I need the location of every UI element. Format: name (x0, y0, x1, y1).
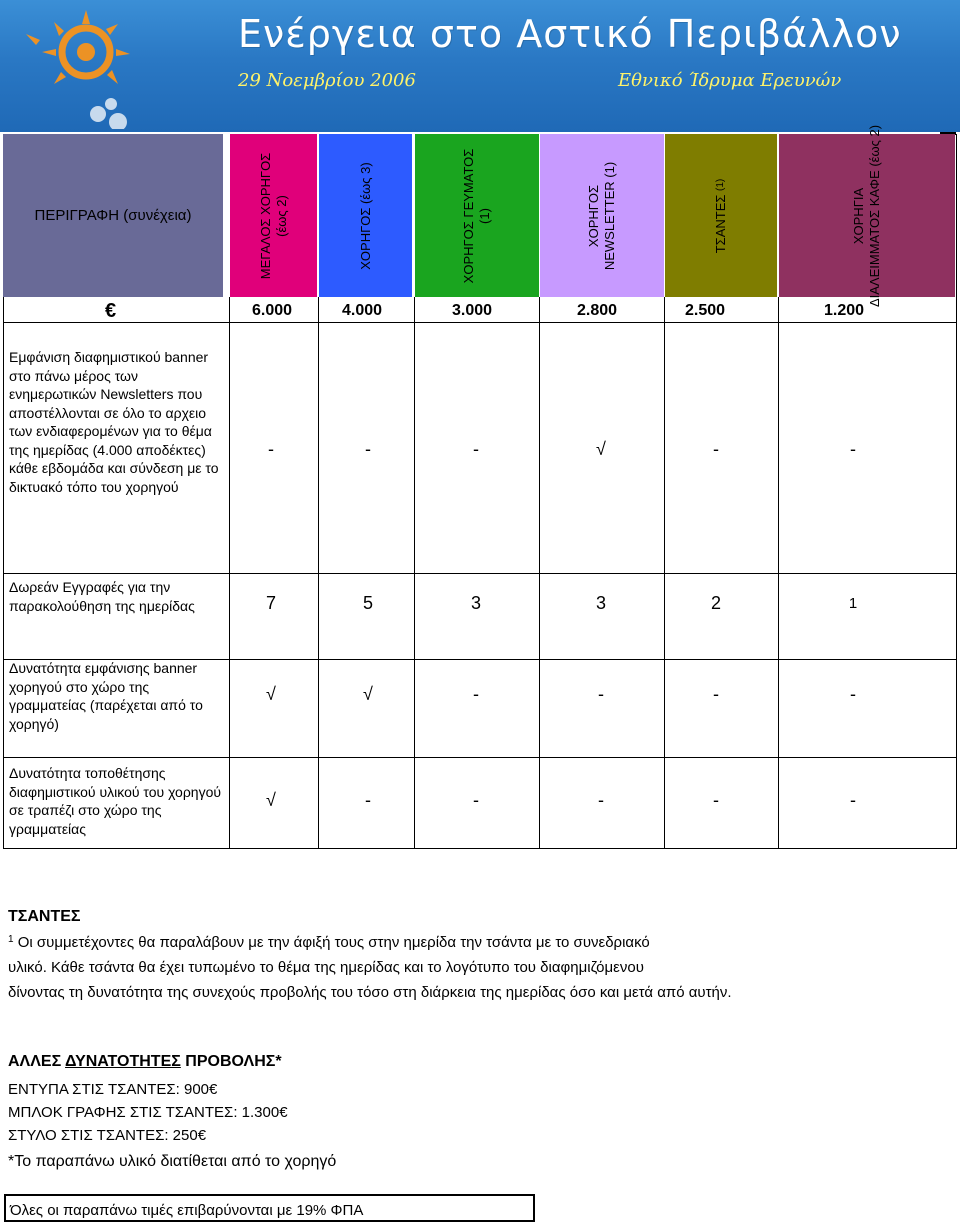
column-header-sponsor (319, 134, 412, 297)
row-value: - (598, 790, 604, 810)
row-value: - (850, 684, 856, 704)
event-date: 29 Νοεμβρίου 2006 (238, 70, 416, 91)
row-value: - (365, 439, 371, 459)
column-header-major-sponsor (230, 134, 317, 297)
row-value: - (473, 790, 479, 810)
price-cell: 3.000 (452, 302, 493, 319)
price-cell: 6.000 (252, 302, 293, 319)
column-header-coffee-break (779, 124, 955, 307)
table-row (3, 573, 957, 660)
price-cell: 4.000 (342, 302, 383, 319)
row-value: - (473, 439, 479, 459)
row-label: Εμφάνιση διαφημιστικού banner στο πάνω μέρος των ενημερωτικών Newsletters που αποστέλλονται σε όλο το αρχειο των ενδιαφερομένων για το θέμα της ημερίδας (4.000 αποδέκτες) κάθε εβδομάδα και σύνδεση με το δικτυακό τόπο του χορηγού (9, 349, 219, 495)
column-divider (229, 297, 230, 848)
column-header-text: ΤΣΑΝΤΕΣ $^{(1)}$ (713, 178, 728, 253)
column-header-bags (665, 134, 777, 297)
row-value: √ (266, 684, 276, 704)
row-value: - (850, 439, 856, 459)
row-value: √ (596, 439, 606, 459)
row-value: 3 (470, 593, 481, 613)
column-divider (539, 297, 540, 848)
price-cell: 2.800 (577, 302, 618, 319)
vat-note: Όλες οι παραπάνω τιμές επιβαρύνονται με 19% ΦΠΑ (4, 1194, 535, 1222)
header-banner (0, 0, 960, 132)
table-row (3, 757, 957, 849)
row-value: - (365, 790, 371, 810)
option-item: ΜΠΛΟΚ ΓΡΑΦΗΣ ΣΤΙΣ ΤΣΑΝΤΕΣ: 1.300€ (8, 1104, 288, 1121)
row-value: - (713, 790, 719, 810)
option-item: ΣΤΥΛΟ ΣΤΙΣ ΤΣΑΝΤΕΣ: 250€ (8, 1127, 207, 1144)
column-header-text: ΜΕΓΑΛΟΣ ΧΟΡΗΓΟΣ (έως 2) (257, 152, 289, 279)
row-value: - (850, 790, 856, 810)
euro-icon: € (105, 300, 117, 322)
column-divider (778, 297, 779, 848)
material-note: *Το παραπάνω υλικό διατίθεται από το χορηγό (8, 1153, 337, 1170)
column-header-meal-sponsor (415, 134, 539, 297)
price-row (3, 297, 957, 323)
event-title: Ενέργεια στο Αστικό Περιβάλλον (238, 12, 902, 56)
bags-note-line: δίνοντας τη δυνατότητα της συνεχούς προβολής του τόσο στη διάρκεια της ημερίδας όσο και μετά από αυτήν. (8, 984, 732, 1001)
other-options-title: ΑΛΛΕΣ ΔΥΝΑΤΟΤΗΤΕΣ ΠΡΟΒΟΛΗΣ* (8, 1053, 282, 1070)
bags-note-line: $^1$ Οι συμμετέχοντες θα παραλάβουν με την άφιξή τους στην ημερίδα την τσάντα με το συνεδριακό (8, 934, 650, 951)
column-divider (664, 297, 665, 848)
table-row (3, 659, 957, 758)
bags-note-line: υλικό. Κάθε τσάντα θα έχει τυπωμένο το θέμα της ημερίδας και το λογότυπο του διαφημιζόμενου (8, 959, 644, 976)
price-cell: 2.500 (685, 302, 726, 319)
price-cell: 1.200 (824, 302, 865, 319)
description-header-label: ΠΕΡΙΓΡΑΦΗ (συνέχεια) (34, 207, 192, 224)
column-header-newsletter-sponsor (540, 134, 664, 297)
row-value: √ (266, 790, 276, 810)
row-value: 7 (265, 593, 276, 613)
row-value: - (713, 439, 719, 459)
row-value: 2 (710, 593, 721, 613)
footnote-marker: 1 (8, 934, 14, 945)
description-header (3, 134, 223, 297)
row-label: Δυνατότητα τοποθέτησης διαφημιστικού υλικού του χορηγού σε τραπέζι στο χώρο της γραμματείας (9, 765, 222, 837)
column-header-text: ΧΟΡΗΓΟΣ (έως 3) (357, 161, 373, 270)
column-header-text: ΧΟΡΗΓΙΑ ΔΙΑΛΕΙΜΜΑΤΟΣ ΚΑΦΕ (έως 2) (851, 124, 882, 307)
organization-name: Εθνικό Ίδρυμα Ερευνών (618, 70, 842, 91)
row-value: √ (363, 684, 373, 704)
row-value: - (268, 439, 274, 459)
column-header-text: ΧΟΡΗΓΟΣ NEWSLETTER (1) (586, 161, 617, 270)
row-label: Δυνατότητα εμφάνισης banner χορηγού στο χώρο της γραμματείας (παρέχεται από το χορηγό) (9, 660, 203, 732)
column-divider (318, 297, 319, 848)
row-value: - (473, 684, 479, 704)
column-header-text: ΧΟΡΗΓΟΣ ΓΕΥΜΑΤΟΣ (1) (461, 148, 492, 283)
bags-title: ΤΣΑΝΤΕΣ (8, 908, 81, 925)
option-item: ΕΝΤΥΠΑ ΣΤΙΣ ΤΣΑΝΤΕΣ: 900€ (8, 1081, 218, 1098)
row-value: - (598, 684, 604, 704)
column-divider (414, 297, 415, 848)
row-label: Δωρεάν Εγγραφές για την παρακολούθηση της ημερίδας (9, 579, 195, 614)
row-value: 5 (362, 593, 373, 613)
row-value: - (713, 684, 719, 704)
table-row (3, 323, 957, 574)
sun-logo-icon (6, 4, 156, 129)
row-value: 3 (595, 593, 606, 613)
row-value: 1 (848, 595, 858, 612)
